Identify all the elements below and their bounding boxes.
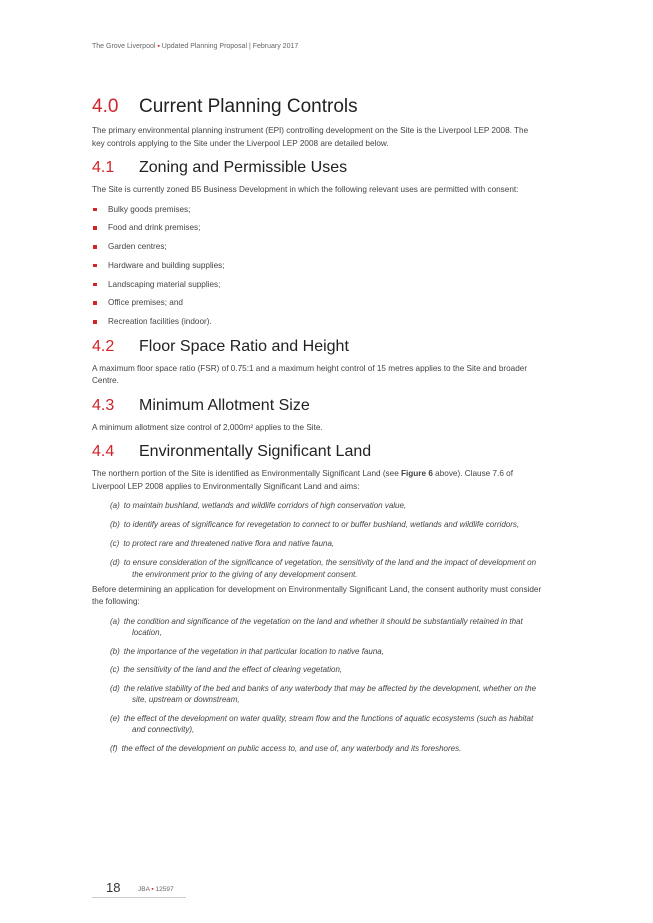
header-document: Updated Planning Proposal | February 2017 — [161, 43, 299, 50]
list-item: (d) to ensure consideration of the significance of vegetation, the sensitivity of the land and the impact of development on the environment prior to the giving of any development consent. — [110, 558, 537, 579]
section-heading-4-3 — [92, 397, 542, 415]
bullet-square-icon — [93, 245, 97, 249]
list-item: Food and drink premises; — [92, 222, 542, 235]
footer-reference: JBA ▪ 12597 — [138, 886, 174, 893]
list-item: (b) to identify areas of significance for revegetation to connect to or buffer bushland, wetlands and wildlife corridors, — [110, 520, 520, 530]
footer-rule — [92, 897, 186, 898]
section-title: Floor Space Ratio and Height — [139, 337, 349, 355]
list-item: Office premises; and — [92, 297, 542, 310]
section-paragraph: A minimum allotment size control of 2,000m² applies to the Site. — [92, 422, 323, 432]
section-heading-4-0 — [92, 96, 542, 118]
list-item: Garden centres; — [92, 241, 542, 254]
page-content — [92, 96, 542, 761]
section-title: Current Planning Controls — [139, 96, 358, 117]
page-number: 18 — [106, 880, 121, 895]
bullet-square-icon — [93, 283, 97, 287]
bullet-square-icon — [93, 208, 97, 212]
list-item: Landscaping material supplies; — [92, 279, 542, 292]
section-number: 4.1 — [92, 159, 115, 176]
bullet-square-icon — [93, 264, 97, 268]
section-number: 4.0 — [92, 96, 119, 117]
header-project: The Grove Liverpool — [92, 43, 156, 50]
section-paragraph: The Site is currently zoned B5 Business Development in which the following relevant uses are permitted with consent: — [92, 185, 519, 194]
header-separator: ▪ — [155, 43, 162, 50]
list-item: (b) the importance of the vegetation in that particular location to native fauna, — [110, 646, 384, 656]
list-item: (c) to protect rare and threatened native flora and native fauna, — [110, 539, 335, 549]
bullet-square-icon — [93, 301, 97, 305]
list-item: Bulky goods premises; — [92, 204, 542, 217]
section-heading-4-1 — [92, 159, 542, 177]
section-number: 4.4 — [92, 443, 115, 461]
list-item: Recreation facilities (indoor). — [92, 316, 542, 329]
running-header — [92, 43, 298, 50]
section-title: Zoning and Permissible Uses — [139, 159, 348, 176]
section-number: 4.3 — [92, 396, 115, 414]
section-heading-4-4 — [92, 443, 542, 461]
section-paragraph: The primary environmental planning instrument (EPI) controlling development on the Site is the Liverpool LEP 2008. The key controls applying to the Site under the Liverpool LEP 2008 are detailed below. — [92, 126, 529, 148]
bullet-square-icon — [93, 320, 97, 324]
consent-considerations-list — [92, 616, 542, 755]
section-number: 4.2 — [92, 337, 115, 355]
list-item: (c) the sensitivity of the land and the effect of clearing vegetation, — [110, 665, 343, 675]
section-paragraph: Before determining an application for development on Environmentally Significant Land, the consent authority must consider the following: — [92, 584, 542, 607]
list-item: (f) the effect of the development on public access to, and use of, any waterbody and its foreshores. — [110, 743, 462, 753]
section-title: Minimum Allotment Size — [139, 396, 310, 414]
list-item: Hardware and building supplies; — [92, 260, 542, 273]
section-paragraph: A maximum floor space ratio (FSR) of 0.75:1 and a maximum height control of 15 metres applies to the Site and broader Centre. — [92, 363, 528, 386]
section-title: Environmentally Significant Land — [139, 443, 372, 461]
list-item: (a) to maintain bushland, wetlands and wildlife corridors of high conservation value, — [110, 501, 407, 511]
figure-reference: Figure 6 — [401, 469, 433, 479]
list-item: (e) the effect of the development on water quality, stream flow and the functions of aquatic ecosystems (such as habitat and connectivity), — [110, 713, 534, 735]
permitted-uses-list — [92, 204, 542, 329]
list-item: (d) the relative stability of the bed and banks of any waterbody that may be affected by the development, whether on the site, upstream or downstream, — [110, 683, 537, 705]
section-paragraph: The northern portion of the Site is identified as Environmentally Significant Land (see Figure 6 above). Clause 7.6 of Liverpool LEP 2008 applies to Environmentally Significant Land and aims: — [92, 469, 513, 491]
list-item: (a) the condition and significance of the vegetation on the land and whether it should be substantially retained in that location, — [110, 616, 523, 638]
section-heading-4-2 — [92, 338, 542, 356]
clause-aims-list — [92, 500, 542, 580]
bullet-square-icon — [93, 226, 97, 230]
